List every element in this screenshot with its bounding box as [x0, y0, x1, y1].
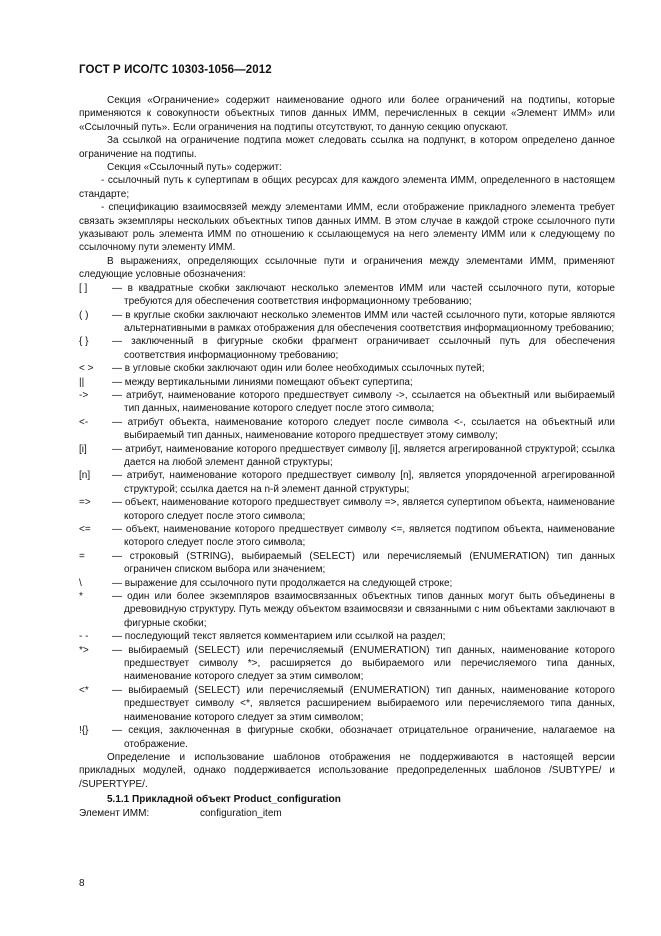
- list-item: - спецификацию взаимосвязей между элементами ИММ, если отображение прикладного элемента требует связать экземпляры нескольких объектных типов данных ИММ. В этом случае в каждой строке ссылочного пути указывают роль элемента ИММ по отношению к ссылающемуся на него элементу ИММ или к следующему по ссылочному пути элементу ИММ.: [79, 202, 615, 254]
- symbol-description: — секция, заключенная в фигурные скобки, обозначает отрицательное ограничение, налагаемое на отображение.: [112, 725, 615, 750]
- symbol-key: <*: [79, 684, 89, 696]
- symbol-key: [n]: [79, 470, 91, 482]
- symbol-description: — заключенный в фигурные скобки фрагмент ограничивает ссылочный путь для обеспечения соответствия информационному требованию;: [112, 336, 615, 361]
- symbol-item: [79, 282, 615, 309]
- symbol-item: [79, 724, 615, 751]
- symbol-key: [i]: [79, 443, 87, 455]
- symbol-item: [79, 684, 615, 724]
- symbol-item: [79, 362, 615, 375]
- document-header: ГОСТ Р ИСО/ТС 10303-1056—2012: [79, 64, 272, 76]
- symbol-item: [79, 416, 615, 443]
- list-item: - ссылочный путь к супертипам в общих ресурсах для каждого элемента ИММ, определенного в настоящем стандарте;: [79, 175, 615, 200]
- symbol-item: [79, 443, 615, 470]
- symbol-key: =>: [79, 497, 91, 509]
- element-label: Элемент ИММ:: [79, 807, 150, 819]
- paragraph: Секция «Ограничение» содержит наименование одного или более ограничений на подтипы, которые применяются к совокупности объектных типов данных ИММ, перечисленных в секции «Элемент ИММ» или «Ссылочный путь». Если ограничения на подтипы отсутствуют, то данную секцию опускают.: [79, 95, 615, 133]
- symbol-item: [79, 523, 615, 550]
- symbol-item: [79, 577, 615, 590]
- symbol-description: — в круглые скобки заключают несколько элементов ИММ или частей ссылочного пути, которые являются альтернативными в рамках отображения для обеспечения соответствия информационному требованию;: [112, 309, 615, 334]
- symbol-key: - -: [79, 631, 89, 643]
- symbol-description: — один или более экземпляров взаимосвязанных объектных типов данных могут быть объединены в древовидную структуру. Путь между объектом взаимосвязи и связанными с ним объектами заключают в фигурные скобки;: [112, 591, 615, 629]
- paragraph: Определение и использование шаблонов отображения не поддерживаются в настоящей версии прикладных модулей, однако поддерживается использование предопределенных шаблонов /SUBTYPE/ и /SUPERTYPE/.: [79, 751, 615, 790]
- symbol-item: [79, 550, 615, 577]
- section-heading: 5.1.1 Прикладной объект Product_configuration: [107, 794, 341, 806]
- paragraph: За ссылкой на ограничение подтипа может следовать ссылка на подпункт, в котором определено данное ограничение на подтипы.: [79, 135, 615, 160]
- symbol-description: — между вертикальными линиями помещают объект супертипа;: [112, 376, 413, 388]
- symbol-key: <=: [79, 524, 91, 535]
- symbol-item: [79, 309, 615, 336]
- symbol-key: =: [79, 550, 85, 562]
- symbol-description: — выражение для ссылочного пути продолжается на следующей строке;: [112, 577, 453, 589]
- symbol-description: — в квадратные скобки заключают несколько элементов ИММ или частей ссылочного пути, которые требуются для обеспечения соответствия информационному требованию;: [112, 282, 615, 308]
- symbol-description: — атрибут, наименование которого предшествует символу [i], является агрегированной структурой; ссылка дается на любой элемент данной структуры;: [112, 443, 615, 468]
- symbol-key: <-: [79, 416, 89, 428]
- symbol-item: [79, 630, 615, 643]
- symbol-key: ||: [79, 376, 85, 388]
- symbol-item: [79, 469, 615, 496]
- symbol-key: [ ]: [79, 282, 88, 294]
- symbol-description: — атрибут, наименование которого предшествует символу [n], является упорядоченной агрегированной структурой; ссылка дается на n-й элемент данной структуры;: [112, 470, 615, 495]
- symbol-key: { }: [79, 336, 89, 348]
- symbol-key: \: [79, 577, 82, 589]
- symbol-description: — в угловые скобки заключают один или более необходимых ссылочных путей;: [112, 363, 485, 375]
- symbol-description: — последующий текст является комментарием или ссылкой на раздел;: [112, 631, 446, 643]
- symbol-key: < >: [79, 363, 94, 375]
- symbol-item: [79, 496, 615, 523]
- symbol-description: — объект, наименование которого предшествует символу =>, является супертипом объекта, наименование которого следует после этого символа;: [112, 497, 615, 522]
- symbol-description: — выбираемый (SELECT) или перечисляемый (ENUMERATION) тип данных, наименование которого предшествует символу *>, расширяется до выбираемого или перечисляемого типа данных, наименование которого следует за этим символом;: [112, 644, 615, 683]
- document-body: [79, 94, 615, 820]
- symbol-description: — выбираемый (SELECT) или перечисляемый (ENUMERATION) тип данных, наименование которого предшествует символу <*, является расширением выбираемого или перечисляемого типа данных, наименование которого следует за этим символом;: [112, 684, 615, 723]
- symbol-description: — строковый (STRING), выбираемый (SELECT) или перечисляемый (ENUMERATION) тип данных ограничен списком выбора или значением;: [112, 550, 615, 576]
- paragraph: В выражениях, определяющих ссылочные пути и ограничения между элементами ИММ, применяют следующие условные обозначения:: [79, 255, 615, 281]
- element-value: configuration_item: [200, 807, 282, 819]
- symbol-key: !{}: [79, 725, 89, 737]
- symbol-item: [79, 389, 615, 416]
- element-row: [79, 807, 615, 820]
- symbol-description: — объект, наименование которого предшествует символу <=, является подтипом объекта, наименование которого следует после этого символа;: [112, 524, 615, 549]
- symbol-item: [79, 644, 615, 684]
- symbol-item: [79, 335, 615, 362]
- symbol-key: *>: [79, 644, 89, 656]
- symbol-key: ->: [79, 389, 89, 401]
- paragraph: Секция «Ссылочный путь» содержит:: [107, 162, 282, 174]
- symbol-item: [79, 590, 615, 630]
- symbol-list: [79, 282, 615, 751]
- symbol-item: [79, 376, 615, 389]
- symbol-key: ( ): [79, 309, 89, 321]
- symbol-description: — атрибут объекта, наименование которого следует после символа <-, ссылается на объектный или выбираемый тип данных, наименование которого предшествует этому символу;: [112, 416, 615, 442]
- page-number: 8: [79, 878, 85, 889]
- symbol-key: *: [79, 591, 83, 603]
- symbol-description: — атрибут, наименование которого предшествует символу ->, ссылается на объектный или выбираемый тип данных, наименование которого следует после этого символа;: [112, 389, 615, 415]
